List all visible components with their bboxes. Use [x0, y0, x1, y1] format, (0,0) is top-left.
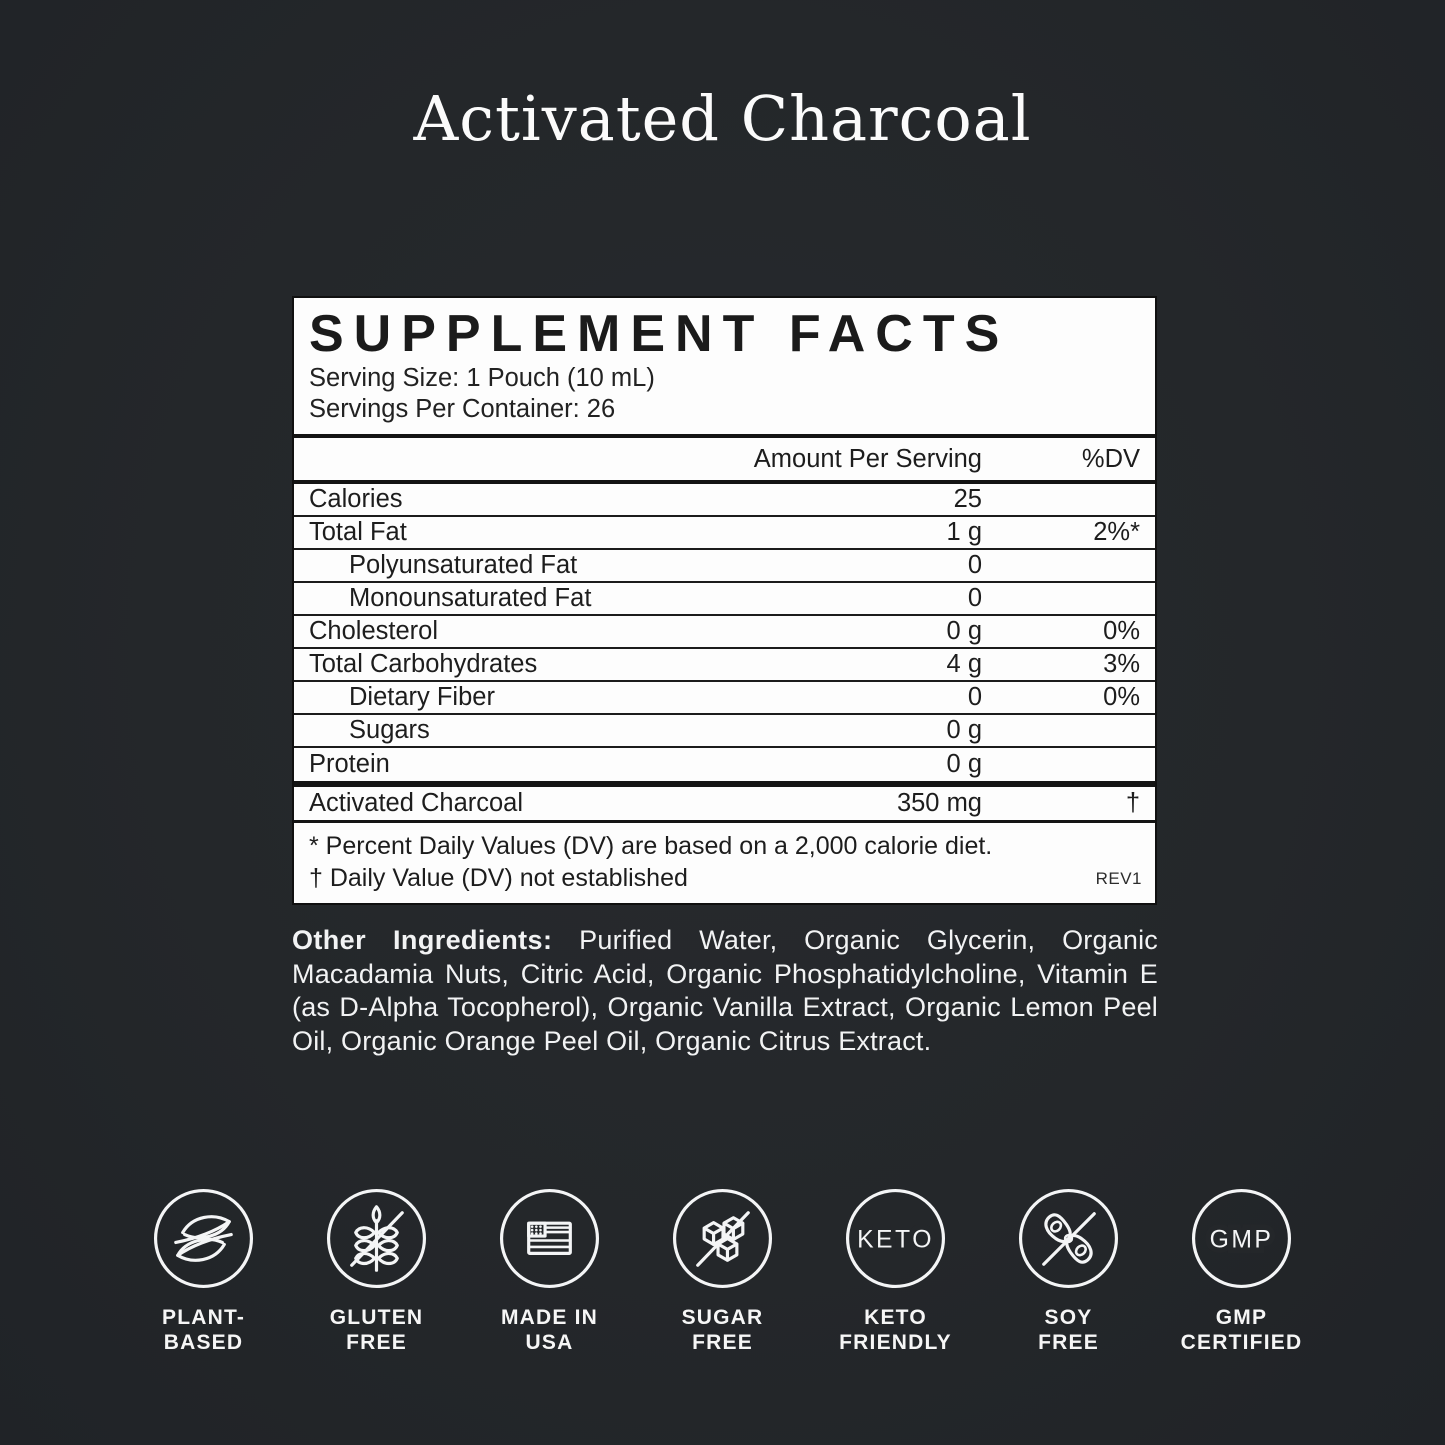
nutrient-amount: 0: [967, 683, 982, 711]
panel-header: [294, 298, 1155, 438]
nutrient-label: Polyunsaturated Fat: [349, 551, 578, 579]
badge-gluten-free: [297, 1187, 457, 1355]
badge-label: KETO FRIENDLY: [839, 1306, 952, 1354]
other-ingredients: [292, 924, 1158, 1058]
nutrient-amount: 0 g: [946, 617, 982, 645]
other-ingredients-label: Other Ingredients:: [292, 925, 553, 955]
servings-per-container: Servings Per Container: 26: [309, 395, 616, 423]
supplement-facts-panel: [292, 296, 1157, 905]
table-header-row: [294, 438, 1155, 484]
badge-label: MADE IN USA: [500, 1306, 599, 1354]
sugar-cubes-icon: [671, 1187, 774, 1290]
nutrient-dv: 0%: [1103, 683, 1140, 711]
nutrient-label: Sugars: [349, 716, 430, 744]
nutrient-amount: 1 g: [946, 518, 982, 546]
nutrient-row-total-carbohydrates: [294, 649, 1155, 682]
usa-flag-icon: [498, 1187, 601, 1290]
gmp-text-icon: [1190, 1187, 1293, 1290]
nutrient-row-protein: [294, 748, 1155, 781]
nutrient-dv: 3%: [1103, 650, 1140, 678]
badge-label: GMP CERTIFIED: [1180, 1306, 1303, 1354]
nutrient-amount: 350 mg: [896, 789, 982, 817]
svg-text:KETO: KETO: [857, 1226, 934, 1254]
badge-sugar-free: [643, 1187, 803, 1355]
nutrient-label: Cholesterol: [309, 617, 438, 645]
nutrient-row-cholesterol: [294, 616, 1155, 649]
svg-text:GMP: GMP: [1209, 1226, 1274, 1254]
column-amount-per-serving: Amount Per Serving: [753, 444, 982, 473]
nutrient-row-polyunsaturated-fat: [294, 550, 1155, 583]
nutrient-amount: 0: [967, 584, 982, 612]
serving-size: Serving Size: 1 Pouch (10 mL): [309, 364, 655, 392]
footnote-dagger: † Daily Value (DV) not established: [309, 864, 688, 892]
nutrient-label: Calories: [309, 485, 403, 513]
nutrient-amount: 4 g: [946, 650, 982, 678]
nutrient-row-dietary-fiber: [294, 682, 1155, 715]
nutrient-dv: †: [1125, 789, 1140, 817]
badge-label: SUGAR FREE: [681, 1306, 764, 1354]
nutrient-dv: 2%*: [1093, 518, 1140, 546]
badge-label: GLUTEN FREE: [329, 1306, 424, 1354]
nutrient-amount: 0 g: [946, 750, 982, 778]
other-ingredients-text: Purified Water, Organic Glycerin, Organic Macadamia Nuts, Citric Acid, Organic Phosphatidylcholine, Vitamin E (as D-Alpha Tocopherol), Organic Vanilla Extract, Organic Lemon Peel Oil, Organic Orange Peel Oil, Organic Citrus Extract.: [292, 925, 1159, 1056]
badge-plant-based: [124, 1187, 284, 1355]
nutrient-label: Total Fat: [309, 518, 407, 546]
nutrient-amount: 25: [953, 485, 982, 513]
column-dv: %DV: [1081, 444, 1140, 473]
product-title: Activated Charcoal: [413, 82, 1032, 155]
nutrient-row-sugars: [294, 715, 1155, 748]
badge-keto-friendly: [816, 1187, 976, 1355]
nutrient-amount: 0 g: [946, 716, 982, 744]
supplement-facts-title: SUPPLEMENT FACTS: [309, 305, 1010, 363]
nutrient-label: Total Carbohydrates: [309, 650, 538, 678]
nutrient-row-calories: [294, 484, 1155, 517]
supplement-row-activated-charcoal: [294, 781, 1155, 823]
nutrient-row-monounsaturated-fat: [294, 583, 1155, 616]
nutrient-label: Monounsaturated Fat: [349, 584, 592, 612]
badge-made-in-usa: [470, 1187, 630, 1355]
nutrient-label: Activated Charcoal: [309, 789, 524, 817]
keto-text-icon: [844, 1187, 947, 1290]
rev-code: REV1: [1095, 869, 1142, 888]
leaf-icon: [152, 1187, 255, 1290]
badge-row: [0, 1187, 1445, 1355]
badge-soy-free: [989, 1187, 1149, 1355]
nutrient-row-total-fat: [294, 517, 1155, 550]
nutrient-dv: 0%: [1103, 617, 1140, 645]
badge-label: PLANT- BASED: [161, 1306, 246, 1354]
soy-pod-icon: [1017, 1187, 1120, 1290]
footnote-percent-dv: * Percent Daily Values (DV) are based on a 2,000 calorie diet.: [309, 832, 993, 860]
nutrient-amount: 0: [967, 551, 982, 579]
nutrient-label: Dietary Fiber: [349, 683, 495, 711]
footnote-area: [294, 823, 1155, 903]
badge-gmp-certified: [1162, 1187, 1322, 1355]
nutrient-label: Protein: [309, 750, 390, 778]
wheat-icon: [325, 1187, 428, 1290]
badge-label: SOY FREE: [1038, 1306, 1099, 1354]
